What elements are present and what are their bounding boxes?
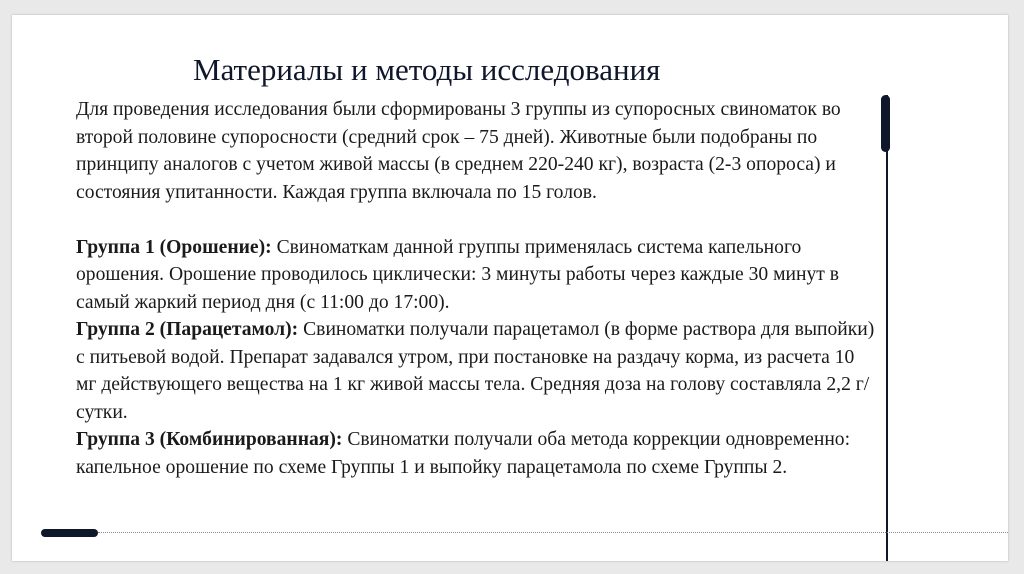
intro-paragraph: Для проведения исследования были сформированы 3 группы из супоросных свиноматок во второй половине супоросности (средний срок – 75 дней). Животные были подобраны по принципу аналогов с учетом живой массы (в среднем 220-240 кг), возраста (2-3 опороса) и состояния упитанности. Каждая группа включала по 15 голов.	[76, 99, 841, 203]
group-1-text: Свиноматкам данной группы применялась система капельного орошения. Орошение проводилось циклически: 3 минуты работы через каждые 30 минут в самый жаркий период дня (с 11:00 до 17:00).	[76, 236, 839, 313]
group-2-paragraph	[76, 316, 876, 426]
group-3-label: Группа 3 (Комбинированная):	[76, 429, 343, 450]
slide-title: Материалы и методы исследования	[193, 52, 661, 87]
group-1-paragraph	[76, 234, 876, 317]
slide	[12, 15, 1008, 561]
vertical-accent-line	[886, 95, 888, 561]
slide-body	[76, 96, 876, 481]
paragraph-spacer	[76, 206, 876, 234]
group-2-label: Группа 2 (Парацетамол):	[76, 319, 299, 340]
vertical-accent-bar	[881, 95, 890, 152]
dotted-divider	[98, 532, 1008, 533]
group-3-paragraph	[76, 426, 876, 481]
horizontal-accent-bar	[41, 529, 98, 537]
group-3-text: Свиноматки получали оба метода коррекции одновременно: капельное орошение по схеме Группы 1 и выпойку парацетамола по схеме Группы 2.	[76, 429, 851, 478]
group-1-label: Группа 1 (Орошение):	[76, 236, 272, 258]
group-2-text: Свиноматки получали парацетамол (в форме раствора для выпойки) с питьевой водой. Препарат задавался утром, при постановке на раздачу корма, из расчета 10 мг действующего вещества на 1 кг живой массы тела. Средняя доза на голову составляла 2,2 г/сутки.	[76, 319, 875, 423]
